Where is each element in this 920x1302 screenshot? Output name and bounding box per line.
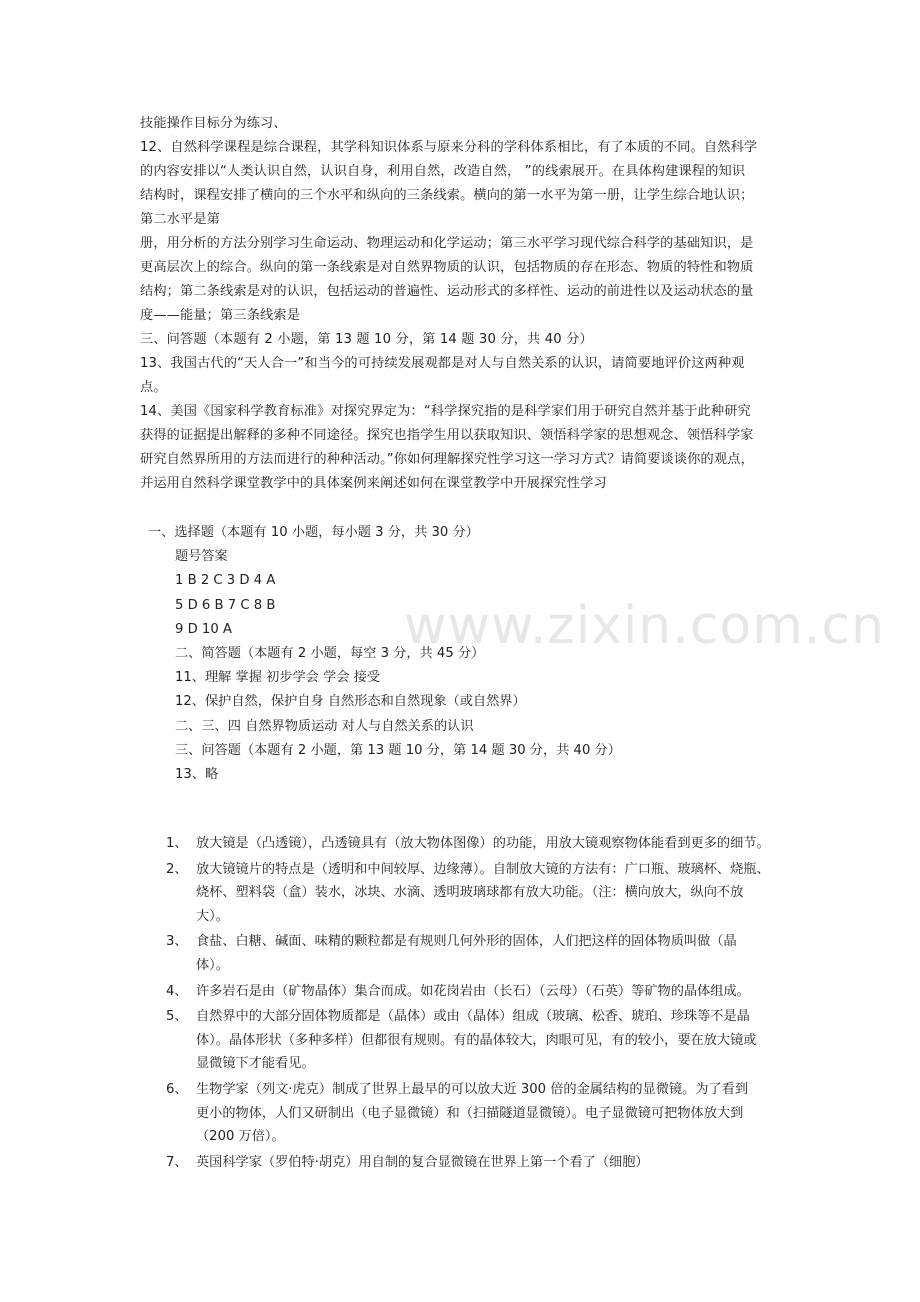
answer-line: 5 D 6 B 7 C 8 B: [175, 597, 276, 613]
text-line: 研究自然界所用的方法而进行的种种活动。”你如何理解探究性学习这一学习方式？请简要谈谈你的观点，: [140, 452, 754, 467]
item-text: [196, 858, 798, 929]
answer-line: 13、略: [175, 767, 219, 783]
item-text: [196, 1151, 798, 1175]
item-line: 自然界中的大部分固体物质都是（晶体）或由（晶体）组成（玻璃、松香、琥珀、珍珠等不是晶: [196, 1009, 750, 1025]
item-line: 体）。晶体形状（多种多样）但都很有规则。有的晶体较大，肉眼可见，有的较小，要在放大镜或: [196, 1032, 757, 1048]
item-line: 体）。: [196, 957, 229, 973]
item-number: 3、: [166, 934, 188, 950]
item-text: [196, 1078, 798, 1149]
text-line: 结构；第二条线索是对的认识，包括运动的普遍性、运动形式的多样性、运动的前进性以及运动状态的量: [140, 284, 754, 299]
item-text: [196, 980, 798, 1004]
item-line: 大）。: [196, 908, 229, 924]
answer-key-section: [148, 521, 768, 787]
text-line: 第二水平是第: [140, 212, 221, 227]
list-item: [166, 1005, 798, 1076]
exam-questions-section: [140, 112, 790, 496]
text-line: 更高层次上的综合。纵向的第一条线索是对自然界物质的认识，包括物质的存在形态、物质的特性和物质: [140, 260, 754, 275]
list-item: [166, 1151, 798, 1175]
item-number: 4、: [166, 983, 188, 999]
text-line: 14、美国《国家科学教育标准》对探究界定为：“科学探究指的是科学家们用于研究自然并基于此种研究: [140, 404, 751, 419]
item-number: 7、: [166, 1154, 188, 1170]
answer-line: 1 B 2 C 3 D 4 A: [175, 573, 276, 589]
text-line: 点。: [140, 380, 167, 395]
item-line: 英国科学家（罗伯特·胡克）用自制的复合显微镜在世界上第一个看了（细胞）: [196, 1154, 649, 1170]
answer-line: 二、三、四 自然界物质运动 对人与自然关系的认识: [175, 718, 474, 734]
text-line: 册，用分析的方法分别学习生命运动、物理运动和化学运动；第三水平学习现代综合科学的基础知识，是: [140, 236, 754, 251]
item-text: [196, 1005, 798, 1076]
item-number: 5、: [166, 1009, 188, 1025]
answer-line: 11、理解 掌握 初步学会 学会 接受: [175, 670, 380, 686]
list-item: [166, 930, 798, 977]
item-line: 更小的物体，人们又研制出（电子显微镜）和（扫描隧道显微镜）。电子显微镜可把物体放大到: [196, 1105, 744, 1121]
text-line: 技能操作目标分为练习、: [140, 116, 287, 131]
item-line: 食盐、白糖、碱面、味精的颗粒都是有规则几何外形的固体，人们把这样的固体物质叫做（晶: [196, 934, 737, 950]
item-number: 1、: [166, 836, 188, 851]
item-line: 烧杯、塑料袋（盒）装水，冰块、水滴、透明玻璃球都有放大功能。（注：横向放大，纵向不放: [196, 885, 744, 901]
list-item: [166, 858, 798, 929]
list-item: [166, 1078, 798, 1149]
answer-key-heading: 一、选择题（本题有 10 小题，每小题 3 分，共 30 分）: [148, 525, 479, 540]
text-line: 12、自然科学课程是综合课程，其学科知识体系与原来分科的学科体系相比，有了本质的不同。自然科学: [140, 140, 758, 155]
item-text: [196, 930, 798, 977]
item-line: 生物学家（列文·虎克）制成了世界上最早的可以放大近 300 倍的金属结构的显微镜。为了看到: [196, 1081, 749, 1097]
list-item: [166, 980, 798, 1004]
text-line: 度——能量；第三条线索是: [140, 308, 301, 323]
item-line: 放大镜是（凸透镜），凸透镜具有（放大物体图像）的功能，用放大镜观察物体能看到更多的细节。: [196, 836, 770, 851]
text-line: 获得的证据提出解释的多种不同途径。探究也指学生用以获取知识、领悟科学家的思想观念、领悟科学家: [140, 428, 754, 443]
section-heading: 三、问答题（本题有 2 小题，第 13 题 10 分，第 14 题 30 分，共 40 分）: [140, 332, 593, 347]
item-line: （200 万倍）。: [196, 1129, 285, 1145]
text-line: 结构时，课程安排了横向的三个水平和纵向的三条线索。横向的第一水平为第一册，让学生综合地认识；: [140, 188, 754, 203]
answer-line: 12、保护自然，保护自身 自然形态和自然现象（或自然界）: [175, 694, 526, 710]
item-line: 许多岩石是由（矿物晶体）集合而成。如花岗岩由（长石）（云母）（石英）等矿物的晶体组成。: [196, 983, 750, 999]
answer-line: 题号答案: [175, 549, 228, 565]
watermark: www.zixin.com.cn: [404, 596, 885, 656]
numbered-notes-list: [166, 832, 798, 1176]
item-number: 6、: [166, 1081, 188, 1097]
item-text: [196, 832, 798, 856]
list-item: [166, 832, 798, 856]
text-line: 的内容安排以“人类认识自然，认识自身，利用自然，改造自然， ”的线索展开。在具体构建课程的知识: [140, 164, 746, 179]
answer-line: 9 D 10 A: [175, 621, 232, 637]
answer-line: 二、简答题（本题有 2 小题，每空 3 分，共 45 分）: [175, 646, 485, 662]
item-number: 2、: [166, 861, 188, 877]
text-line: 并运用自然科学课堂教学中的具体案例来阐述如何在课堂教学中开展探究性学习: [140, 476, 607, 491]
answer-line: 三、问答题（本题有 2 小题，第 13 题 10 分，第 14 题 30 分，共 40 分）: [175, 742, 621, 758]
item-line: 显微镜下才能看见。: [196, 1056, 315, 1072]
item-line: 放大镜镜片的特点是（透明和中间较厚、边缘薄）。自制放大镜的方法有：广口瓶、玻璃杯、烧瓶、: [196, 861, 770, 877]
text-line: 13、我国古代的“天人合一”和当今的可持续发展观都是对人与自然关系的认识，请简要地评价这两种观: [140, 356, 745, 371]
